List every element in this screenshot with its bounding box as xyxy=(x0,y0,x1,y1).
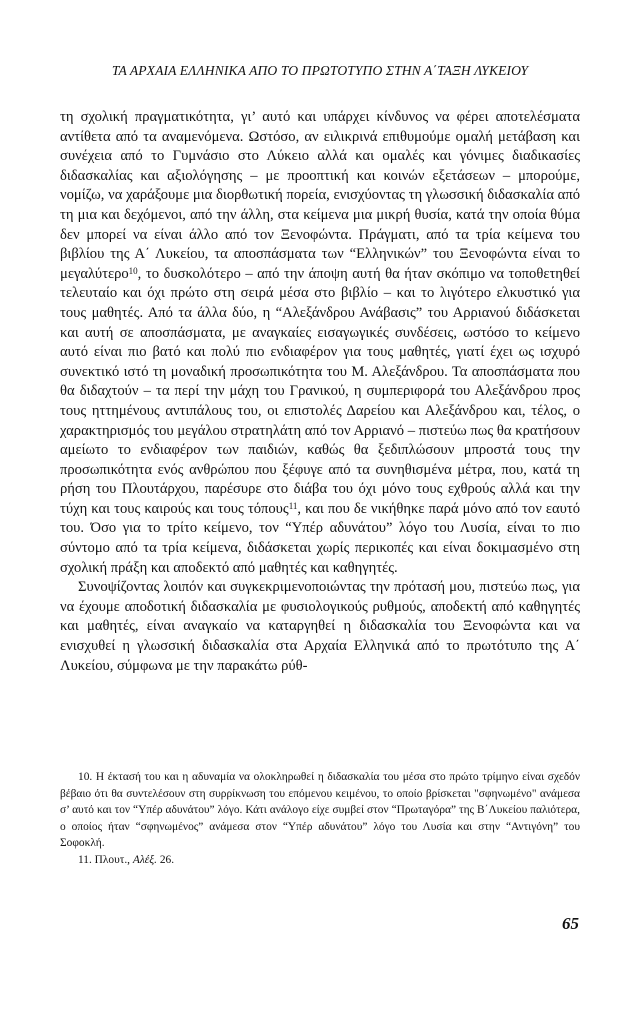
paragraph-1-part-c: , και που δε νικήθηκε παρά μόνο από τον εαυτό του. Όσο για το τρίτο κείμενο, τον “Υπέρ αδυνάτου” λόγο του Λυσία, είναι το πιο σύντομο από τα τρία κείμενα, διδάσκεται χωρίς περικοπές και είναι δοκιμασμένο στη σχολική πράξη και αποδεκτό από μαθητές και καθηγητές. xyxy=(60,500,581,576)
footnotes xyxy=(60,769,580,869)
paragraph-1-part-a: τη σχολική πραγματικότητα, γι’ αυτό και υπάρχει κίνδυνος να φέρει αποτελέσματα αντίθετα από τα αναμενόμενα. Ωστόσο, αν ειλικρινά επιθυμούμε ομαλή μετάβαση και συνέχεια από το Γυμνάσιο στο Λύκειο αλλά και ομαλές και γόνιμες διαδικασίες διδασκαλίας και αξιολόγησης – με προοπτική και κοινών εξετάσεων – μπορούμε, νομίζω, να χαράξουμε μια διορθωτική πορεία, ενισχύοντας τη γλωσσική διδασκαλία από τη μια και δεχόμενοι, από την άλλη, στα κείμενα μια μικρή θυσία, κατά την οποία θύμα δεν μπορεί να είναι άλλο από τον Ξενοφώντα. Πράγματι, από τα τρία κείμενα του βιβλίου της Α΄ Λυκείου, τα αποσπάσματα των “Ελληνικών” του Ξενοφώντα είναι το μεγαλύτερο xyxy=(60,109,580,282)
footnote-ref-10[interactable]: 10 xyxy=(128,265,138,276)
paragraph-2: Συνοψίζοντας λοιπόν και συγκεκριμενοποιώντας την πρότασή μου, πιστεύω πως, για να έχουμε αποδοτική διδασκαλία με φυσιολογικούς ρυθμούς, αποδεκτή από καθηγητές και μαθητές, είναι αναγκαίο να καταργηθεί η διδασκαλία του Ξενοφώντα και να ενισχυθεί η γλωσσική διδασκαλία στα Αρχαία Ελληνικά από το πρωτότυπο της Α΄ Λυκείου, σύμφωνα με την παρακάτω ρύθ- xyxy=(60,579,580,674)
paragraph-1 xyxy=(60,108,580,578)
main-text xyxy=(60,108,580,676)
page-number: 65 xyxy=(562,914,579,933)
footnote-11-suffix: 26. xyxy=(156,853,175,866)
footnote-11 xyxy=(60,852,580,869)
running-header: ΤΑ ΑΡΧΑΙΑ ΕΛΛΗΝΙΚΑ ΑΠΟ ΤΟ ΠΡΩΤΟΤΥΠΟ ΣΤΗΝ Α΄ΤΑΞΗ ΛΥΚΕΙΟΥ xyxy=(111,63,529,78)
footnote-11-prefix: 11. Πλουτ., xyxy=(78,853,133,866)
paragraph-1-part-b: , το δυσκολότερο – από την άποψη αυτή θα ήταν σκόπιμο να τοποθετηθεί τελευταίο και όχι πρώτο στη σειρά μέσα στο βιβλίο – και το λιγότερο ελκυστικό για τους μαθητές. Από τα άλλα δύο, η “Αλεξάνδρου Ανάβασις” του Αρριανού διδάσκεται και αυτή σε αποσπάσματα, με αναγκαίες εισαγωγικές συνδέσεις, ωστόσο το κείμενο αυτό είναι πιο βατό και πολύ πιο ενδιαφέρον για τους μαθητές, γιατί έχει ως ισχυρό συνεκτικό ιστό τη μοναδική προσωπικότητα του Μ. Αλεξάνδρου. Τα αποσπάσματα που θα διδαχτούν – τα περί την μάχη του Γρανικού, η συμπεριφορά του Αλεξάνδρου προς τους ηττημένους αντιπάλους του, οι επιστολές Δαρείου και Αλεξάνδρου και, τέλος, ο χαρακτηρισμός του μεγάλου στρατηλάτη από τον Αρριανό – πιστεύω πως θα κρατήσουν αμείωτο το ενδιαφέρον των παιδιών, καθώς θα ξεδιπλώσουν μπροστά τους την προσωπικότητα ενός ανθρώπου που ξέφυγε από τα συνηθισμένα μέτρα, που, κατά τη ρήση του Πλουτάρχου, παρέσυρε στο διάβα του όχι μόνο τους εχθρούς αλλά και την τύχη και τους καιρούς και τους τόπους xyxy=(60,265,580,517)
footnote-11-work: Αλέξ. xyxy=(132,853,157,866)
footnote-10: 10. Η έκτασή του και η αδυναμία να ολοκληρωθεί η διδασκαλία του μέσα στο πρώτο τρίμηνο είναι σχεδόν βέβαιο ότι θα συντελέσουν στη συρρίκνωση του επόμενου κειμένου, το οποίο βρίσκεται "σφηνωμένο" ανάμεσα σ’ αυτό και τον “Υπέρ αδυνάτου” λόγο. Κάτι ανάλογο είχε συμβεί στον “Πρωταγόρα” της Β΄Λυκείου παλιότερα, ο οποίος ήταν “σφηνωμένος” ανάμεσα στον “Υπέρ αδυνάτου” λόγο του Λυσία και στην “Αντιγόνη” του Σοφοκλή. xyxy=(60,771,580,850)
footnote-ref-11[interactable]: 11 xyxy=(288,500,298,511)
